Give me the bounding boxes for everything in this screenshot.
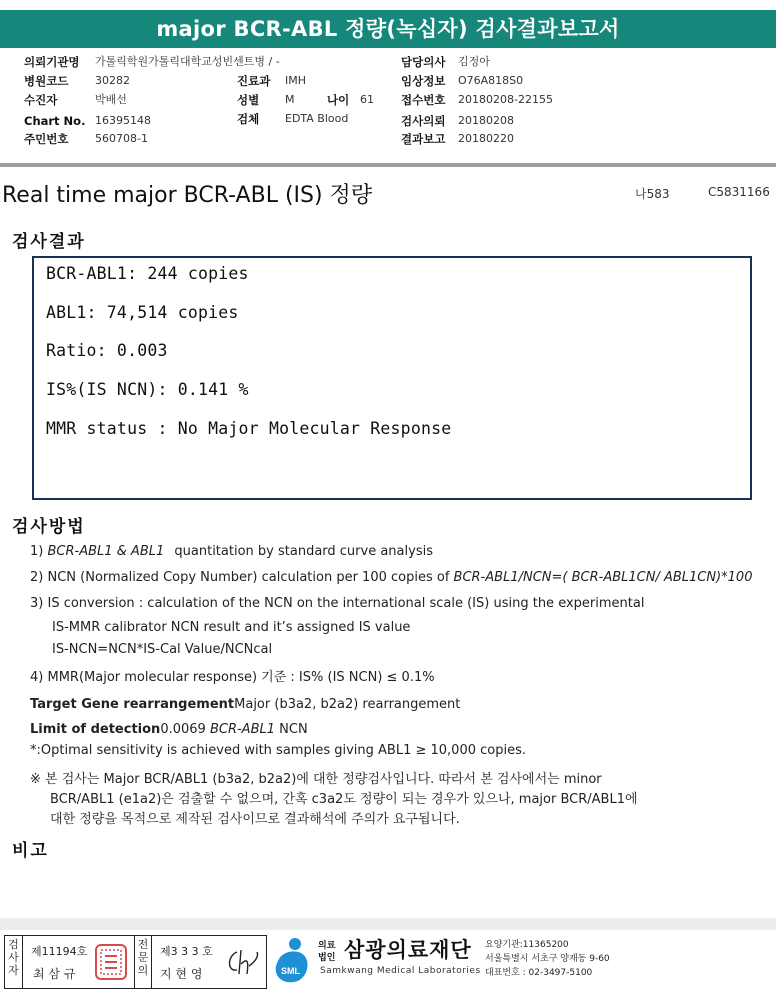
specialist-signature (223, 946, 263, 980)
report-label: 결과보고 (401, 132, 446, 146)
inspector-vertical-label: 검사자 (5, 936, 23, 988)
chart-label: Chart No. (24, 114, 86, 128)
target-gene-label: Target Gene rearrangement (30, 697, 235, 712)
results-box (32, 256, 752, 500)
age-label: 나이 (327, 93, 350, 107)
method-item-2: 2) NCN (Normalized Copy Number) calculation per 100 copies of BCR-ABL1/NCN=( BCR-ABL1CN/ ABL1CN)*100 (30, 570, 753, 585)
specialist-vertical-label: 전문의 (134, 936, 152, 988)
sml-logo-icon (272, 936, 314, 986)
result-is-percent: IS%(IS NCN): 0.141 % (46, 380, 249, 399)
method-item-3: 3) IS conversion : calculation of the NCN on the international scale (IS) using the experimental (30, 596, 645, 611)
doctor-label: 담당의사 (401, 55, 446, 69)
hospital-code-label: 병원코드 (24, 74, 69, 88)
recipient-value: 박배선 (95, 93, 127, 106)
institution-value: 가톨릭학원가톨릭대학교성빈센트병 / - (95, 55, 280, 68)
specimen-label: 검체 (237, 112, 260, 126)
limit-label: Limit of detection (30, 722, 161, 737)
patient-info (0, 48, 776, 166)
footer-divider (0, 918, 776, 930)
doctor-value: 김정아 (458, 55, 490, 68)
method-item-3-cont: IS-MMR calibrator NCN result and it’s assigned IS value (52, 620, 411, 635)
test-order-code: C5831166 (708, 185, 770, 199)
logo-text: SML (281, 966, 300, 976)
inspector-seal (93, 942, 129, 982)
request-value: 20180208 (458, 114, 514, 127)
dept-label: 진료과 (237, 74, 271, 88)
inspector-license: 제11194호 (31, 945, 88, 958)
remarks-heading: 비고 (12, 841, 49, 861)
report-value: 20180220 (458, 132, 514, 145)
hospital-code-value: 30282 (95, 74, 130, 87)
org-contact (485, 938, 610, 980)
report-title: major BCR-ABL 정량(녹십자) 검사결과보고서 (0, 10, 776, 48)
clinical-label: 임상정보 (401, 74, 446, 88)
result-ratio: Ratio: 0.003 (46, 341, 168, 360)
org-address: 서울특별시 서초구 양재동 9-60 (485, 954, 610, 964)
org-name: 삼광의료재단 (344, 938, 472, 962)
receipt-value: 20180208-22155 (458, 93, 553, 106)
signature-box (4, 935, 267, 989)
org-phone: 대표번호 : 02-3497-5100 (485, 968, 593, 978)
target-gene (30, 697, 460, 712)
result-mmr-status: MMR status : No Major Molecular Response (46, 419, 452, 438)
ncn-formula: BCR-ABL1/NCN=( BCR-ABL1CN/ ABL1CN)*100 (453, 570, 753, 585)
method-gene: BCR-ABL1 & ABL1 (47, 544, 165, 559)
result-bcr-abl1: BCR-ABL1: 244 copies (46, 264, 249, 283)
test-code: 나583 (635, 187, 670, 201)
specialist-name: 지 현 영 (160, 967, 203, 981)
chart-value: 16395148 (95, 114, 151, 127)
institution-label: 의뢰기관명 (24, 55, 80, 69)
request-label: 검사의뢰 (401, 114, 446, 128)
resident-value: 560708-1 (95, 132, 148, 145)
method-heading: 검사방법 (12, 517, 86, 537)
target-gene-value: Major (b3a2, b2a2) rearrangement (234, 697, 461, 712)
test-title: Real time major BCR-ABL (IS) 정량 (2, 183, 373, 208)
org-type: 의료 법인 (318, 941, 336, 963)
org-code: 요양기관:11365200 (485, 940, 569, 950)
clinical-value: O76A818S0 (458, 74, 524, 87)
specimen-value: EDTA Blood (285, 112, 349, 125)
note-line-1: ※ 본 검사는 Major BCR/ABL1 (b3a2, b2a2)에 대한 정량검사입니다. 따라서 본 검사에서는 minor (30, 772, 602, 787)
resident-label: 주민번호 (24, 132, 69, 146)
receipt-label: 접수번호 (401, 93, 446, 107)
note-line-2: BCR/ABL1 (e1a2)은 검출할 수 없으며, 간혹 c3a2도 정량이 되는 경우가 있으나, major BCR/ABL1에 (50, 792, 638, 807)
dept-value: IMH (285, 74, 307, 87)
method-item-3-formula: IS-NCN=NCN*IS-Cal Value/NCNcal (52, 642, 273, 657)
inspector-name: 최 삼 규 (33, 967, 76, 981)
specialist-license: 제3 3 3 호 (160, 945, 213, 958)
result-abl1: ABL1: 74,514 copies (46, 303, 239, 322)
recipient-label: 수진자 (24, 93, 58, 107)
method-item-4: 4) MMR(Major molecular response) 기준 : IS% (IS NCN) ≤ 0.1% (30, 670, 435, 685)
sex-value: M (285, 93, 295, 106)
sex-label: 성별 (237, 93, 260, 107)
method-item-1: 1) BCR-ABL1 & ABL1 quantitation by standard curve analysis (30, 544, 433, 559)
header-divider (0, 163, 776, 167)
org-english-name: Samkwang Medical Laboratories (320, 966, 481, 976)
limit-of-detection: Limit of detection0.0069 BCR-ABL1 NCN (30, 722, 308, 737)
note-line-3: 대한 정량을 목적으로 제작된 검사이므로 결과해석에 주의가 요구됩니다. (50, 812, 460, 827)
age-value: 61 (360, 93, 374, 106)
results-heading: 검사결과 (12, 232, 86, 252)
sensitivity-note: *:Optimal sensitivity is achieved with samples giving ABL1 ≥ 10,000 copies. (30, 743, 526, 758)
